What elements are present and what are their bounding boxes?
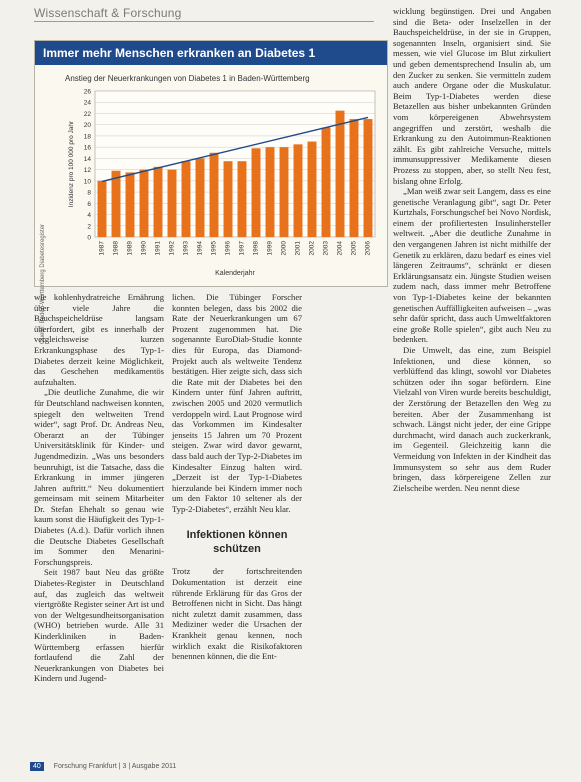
y-tick-label: 14 (83, 155, 91, 163)
x-tick-label: 1990 (140, 241, 148, 256)
bar (224, 161, 233, 237)
section-rule (34, 21, 374, 22)
x-tick-label: 1996 (224, 241, 232, 256)
x-tick-label: 2006 (364, 241, 372, 256)
bar (350, 119, 359, 237)
subheading: Infektionen können schützen (186, 529, 288, 556)
column-left (34, 292, 164, 684)
bar (98, 181, 107, 237)
x-tick-label: 2003 (322, 241, 330, 256)
y-tick-label: 26 (83, 88, 91, 96)
body-paragraph: Trotz der fortschreitenden Dokumentation ist derzeit eine rührende Erklärung für das Gros der Betroffenen nicht in Sicht. Das hängt nicht zuletzt damit zusammen, dass Mediziner weder die Ursachen der Krankheit genau kennen, noch wirklich exakt die Risikofaktoren benennen können, die die Ent- (172, 566, 302, 662)
section-label: Wissenschaft & Forschung (34, 6, 182, 20)
body-paragraph: „Die deutliche Zunahme, die wir für Deutschland nachweisen konnten, spiegelt den weltweiten Trend wider“, sagt Prof. Dr. Andreas Neu, Oberarzt an der Tübinger Universitätsklinik für Kinder- und Jugendmedizin. „Was uns besonders beunruhigt, ist die Tatsache, dass die Erkrankung in immer jüngeren Jahren auftritt.“ Neu dokumentiert gemeinsam mit seinem Mitarbeiter Dr. Stefan Ehehalt so genau wie kaum sonst die Häufigkeit des Typ-1-Diabetes (A.d.). Dafür vorlich ihnen die Deutsche Diabetes Gesellschaft im Sommer den Menarini-Forschungspreis. (34, 387, 164, 567)
incidence-bar-chart (35, 41, 387, 286)
y-tick-label: 0 (87, 234, 91, 242)
y-tick-label: 20 (83, 122, 91, 130)
bar (182, 161, 191, 237)
chart-subtitle: Anstieg der Neuerkrankungen von Diabetes 1 in Baden-Württemberg (65, 74, 310, 83)
bar (140, 170, 149, 237)
y-tick-label: 12 (83, 167, 91, 175)
bar (126, 172, 135, 237)
y-tick-label: 4 (87, 212, 91, 220)
y-tick-label: 18 (83, 133, 91, 141)
bar (280, 147, 289, 237)
bar (238, 161, 247, 237)
y-tick-label: 8 (87, 189, 91, 197)
y-tick-label: 22 (83, 110, 91, 118)
body-paragraph: Die Umwelt, das eine, zum Beispiel Infektionen, und diese können, so verblüffend das klingt, sowohl vor Diabetes schützen oder ihn sogar befördern. Eine Vielzahl von Viren wurde bereits beschuldigt, der Zerstörung der Betazellen den Weg zu bereiten. Aber der Zusammenhang ist schwach. Längst nicht jeder, der eine Grippe durchmacht, wird danach auch zuckerkrank, im Gegenteil. Gleichzeitig kann die Vermeidung von Infekten in der Kindheit das Immunsystem so sehr aus dem Ruder bringen, dass körpereigene Zellen zur Zielscheibe werden. Neu nennt diese (393, 345, 551, 493)
x-tick-label: 2004 (336, 241, 344, 256)
page-number: 40 (30, 762, 44, 771)
x-tick-label: 1988 (112, 241, 120, 256)
x-tick-label: 1987 (98, 241, 106, 256)
body-paragraph: lichen. Die Tübinger Forscher konnten belegen, dass bis 2002 die Rate der Neuerkrankungen um 67 Prozent zugenommen hat. Die sogenannte EuroDiab-Studie konnte dies für Europa, das Diamond-Projekt auch als weltweite Tendenz bestätigen. Hier zeigte sich, dass sich die Rate mit der Diabetes bei den Kindern unter fünf Jahren auftritt, zwischen 2005 und 2020 vermutlich verdoppeln wird. Laut Prognose wird das Vorkommen im Kindesalter jenseits 15 Jahren um 70 Prozent steigen. Zwar wird davor gewarnt, dass bald auch der Typ-2-Diabetes im Kindesalter Einzug halten wird. „Derzeit ist der Typ-1-Diabetes hierzulande bei Kindern immer noch um den Faktor 10 seltener als der Typ-2-Diabetes“, erzählt Neu klar. (172, 292, 302, 514)
y-tick-label: 16 (83, 144, 91, 152)
y-tick-label: 2 (87, 223, 91, 231)
x-tick-label: 1995 (210, 241, 218, 256)
y-axis-label: Inzidenz pro 100 000 pro Jahr (68, 120, 75, 208)
body-paragraph: Seit 1987 baut Neu das größte Diabetes-Register in Deutschland auf, das zugleich das weltweit viertgrößte Register seiner Art ist und von der Weltgesundheitsorganisation (WHO) betrieben wurde. Alle 31 Kinderkliniken in Baden-Württemberg erfassen hierfür fortlaufend die Zahl der Neuerkrankungen von Diabetes bei Kindern und Jugend- (34, 567, 164, 684)
x-tick-label: 1994 (196, 241, 204, 256)
x-tick-label: 1997 (238, 241, 246, 256)
bar (364, 119, 373, 237)
x-tick-label: 2002 (308, 241, 316, 256)
x-tick-label: 1993 (182, 241, 190, 256)
body-paragraph: wicklung begünstigen. Drei und Angaben sind die Beta- oder Inselzellen in der Bauchspeicheldrüse, in der sie in Gruppen, sogenannten Inseln, organisiert sind. Sie messen, wie viel Glucose im Blut zirkuliert und geben dementsprechend Insulin ab, um den Zucker zu senken. Sie vermitteln zudem auch andere Organe oder die Muskulatur. Beim Typ-1-Diabetes werden diese Betazellen aus bisher unbekannten Gründen vom körpereigenen Abwehrsystem angegriffen und zerstört, weshalb die Erkrankung zu den Autoimmun-Reaktionen zählt. Es gibt zahlreiche Versuche, mittels immunsuppressiver Medikamente diesen Prozess zu stoppen, aber, so stellt Neu fest, bislang ohne Erfolg. (393, 6, 551, 186)
bar (336, 111, 345, 237)
bar (168, 170, 177, 237)
x-tick-label: 1991 (154, 241, 162, 256)
x-tick-label: 2005 (350, 241, 358, 256)
column-right (393, 6, 551, 493)
y-tick-label: 24 (83, 99, 91, 107)
plot-area (95, 91, 375, 237)
bar (294, 144, 303, 237)
x-tick-label: 1992 (168, 241, 176, 256)
body-paragraph: wie kohlenhydratreiche Ernährung über viele Jahre die Bauchspeicheldrüse langsam überfordert, gibt es innerhalb der vergleichsweise kurzen Erkrankungsphase des Typ-1-Diabetes derzeit keine Möglichkeit, das Geschehen medikamentös aufzuhalten. (34, 292, 164, 387)
body-paragraph: „Man weiß zwar seit Langem, dass es eine genetische Veranlagung gibt“, sagt Dr. Peter Kurtzhals, Forschungschef bei Novo Nordisk, einem der profiliertesten Insulinhersteller weltweit. „Aber die deutliche Zunahme in den vergangenen Jahren ist nicht mithilfe der Genetik zu erklären, dazu bedarf es eines viel längeren Zeitraums“, schränkt er diesen Erklärungsansatz ein. Jüngste Studien weisen zudem nach, dass immer mehr Betroffene von Typ-1-Diabetes keine der bekannten genetischen Auffälligkeiten aufweisen – „was sehr dafür spricht, dass auch Umweltfaktoren eine große Rolle spielen“, gibt auch Neu zu bedenken. (393, 186, 552, 345)
bar (252, 148, 261, 237)
bar (196, 158, 205, 237)
y-tick-label: 10 (83, 178, 91, 186)
x-axis-label: Kalenderjahr (215, 270, 255, 277)
x-tick-label: 1998 (252, 241, 260, 256)
bar (154, 167, 163, 237)
x-tick-label: 2001 (294, 241, 302, 256)
page-footer (30, 762, 176, 771)
bar (112, 171, 121, 237)
bar (266, 147, 275, 237)
x-tick-label: 1999 (266, 241, 274, 256)
footer-text: Forschung Frankfurt | 3 | Ausgabe 2011 (53, 763, 177, 770)
chart-header: Immer mehr Menschen erkranken an Diabetes 1 (35, 41, 387, 65)
chart-source-credit: Quelle: Baden-Württemberg Diabetesregister (40, 223, 46, 344)
bar (308, 142, 317, 237)
x-tick-label: 2000 (280, 241, 288, 256)
y-tick-label: 6 (87, 200, 91, 208)
x-tick-label: 1989 (126, 241, 134, 256)
column-middle (172, 292, 302, 662)
bar (322, 128, 331, 238)
bar (210, 153, 219, 237)
